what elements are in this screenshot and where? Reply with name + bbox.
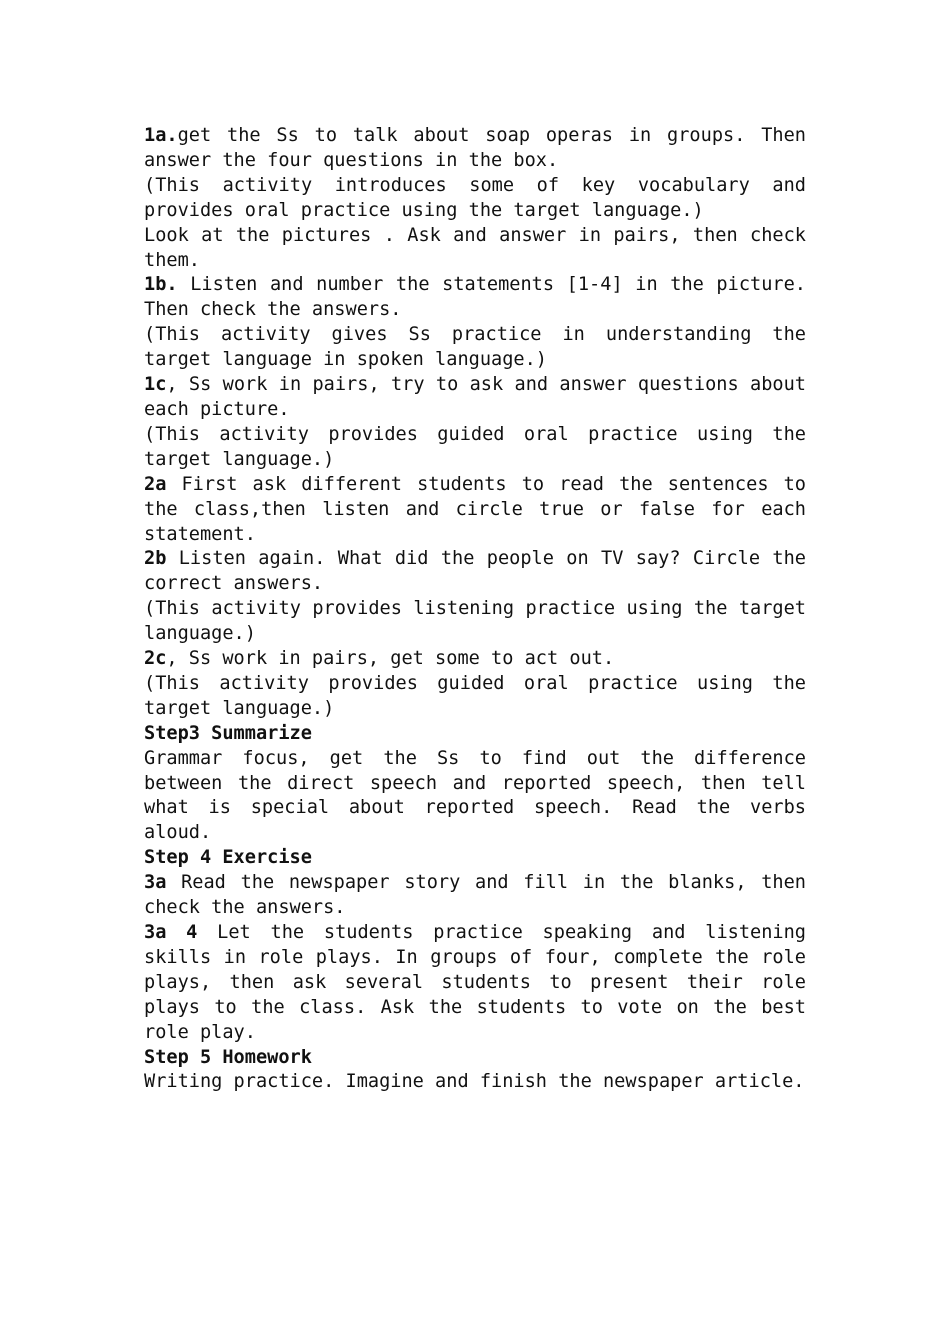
paragraph-grammar-focus (144, 747, 806, 847)
label-2a: 2a (144, 473, 167, 495)
heading-step3: Step3 Summarize (144, 722, 312, 744)
paragraph-text: Look at the pictures . Ask and answer in pairs, then check them. (144, 224, 806, 271)
paragraph-text: Grammar focus, get the Ss to find out the difference between the direct speech and reported speech, then tell what is special about reported speech. Read the verbs aloud. (144, 747, 806, 844)
paragraph-text: , Ss work in pairs, get some to act out. (166, 648, 615, 670)
paragraph-homework (144, 1070, 806, 1095)
paragraph-3a-4 (144, 921, 806, 1046)
paragraph-1b (144, 273, 806, 323)
paragraph-1b-note (144, 323, 806, 373)
paragraph-look (144, 224, 806, 274)
paragraph-2c-note (144, 672, 806, 722)
paragraph-1a-note (144, 174, 806, 224)
label-2c: 2c (144, 648, 167, 670)
paragraph-1c (144, 373, 806, 423)
paragraph-2c (144, 647, 806, 672)
paragraph-1a (144, 124, 806, 174)
paragraph-text: Let the students practice speaking and listening skills in role plays. In groups of four, complete the role plays, then ask several students to present their role plays to the class. Ask the students to vote on the best role play. (144, 922, 807, 1043)
paragraph-1c-note (144, 423, 806, 473)
paragraph-text: (This activity provides guided oral practice using the target language.) (144, 423, 806, 470)
paragraph-text: (This activity introduces some of key vocabulary and provides oral practice using the target language.) (144, 174, 806, 221)
paragraph-2b-note (144, 597, 806, 647)
heading-step4: Step 4 Exercise (144, 847, 312, 869)
paragraph-2b (144, 547, 806, 597)
paragraph-text: (This activity provides guided oral practice using the target language.) (144, 672, 806, 719)
paragraph-text: (This activity provides listening practice using the target language.) (144, 598, 806, 645)
label-1b: 1b. (144, 274, 178, 296)
paragraph-2a (144, 473, 806, 548)
paragraph-text: Read the newspaper story and fill in the blanks, then check the answers. (144, 872, 806, 919)
paragraph-text: get the Ss to talk about soap operas in groups. Then answer the four questions in the box. (144, 125, 806, 171)
document-body (144, 124, 806, 1095)
paragraph-text: (This activity gives Ss practice in understanding the target language in spoken language.) (144, 324, 806, 371)
paragraph-text: Listen again. What did the people on TV say? Circle the correct answers. (144, 548, 806, 595)
label-3a: 3a (144, 872, 167, 894)
label-1a: 1a. (144, 125, 178, 146)
paragraph-text: , Ss work in pairs, try to ask and answer questions about each picture. (144, 374, 806, 420)
label-2b: 2b (144, 548, 167, 570)
label-1c: 1c (144, 374, 167, 396)
heading-step5: Step 5 Homework (144, 1046, 312, 1068)
paragraph-text: Listen and number the statements [1-4] in the picture. Then check the answers. (144, 274, 806, 321)
label-3a-4: 3a 4 (144, 922, 198, 943)
paragraph-text: First ask different students to read the sentences to the class,then listen and circle true or false for each statement. (144, 473, 806, 545)
paragraph-text: Writing practice. Imagine and finish the newspaper article. (144, 1071, 805, 1093)
paragraph-3a (144, 871, 806, 921)
